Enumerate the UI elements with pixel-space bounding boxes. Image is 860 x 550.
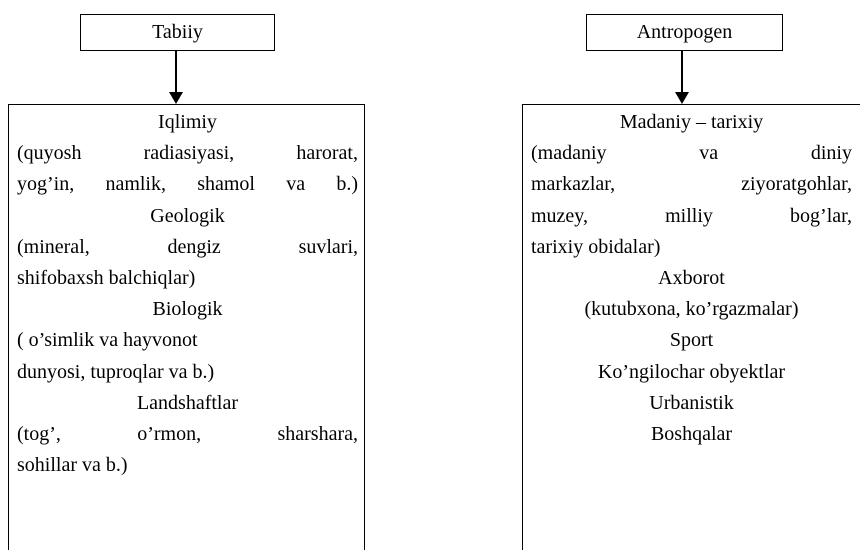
tabiiy-item-line: Iqlimiy <box>158 111 217 133</box>
tabiiy-header-label: Tabiiy <box>152 21 203 43</box>
tabiiy-item-word: va <box>286 173 306 196</box>
antropogen-item-word: muzey, <box>531 204 589 227</box>
antropogen-item-word: markazlar, <box>531 173 616 196</box>
tabiiy-item-word: harorat, <box>296 142 358 165</box>
tabiiy-item-line <box>17 419 358 450</box>
tabiiy-item-line: dunyosi, tuproqlar va b.) <box>17 360 215 383</box>
antropogen-item-line: Sport <box>669 329 714 352</box>
tabiiy-item-word: (tog’, <box>17 423 61 446</box>
tabiiy-item-word: yog’in, <box>17 173 75 196</box>
antropogen-item-line: tarixiy obidalar) <box>531 235 661 258</box>
tabiiy-item-line: Geologik <box>150 204 225 227</box>
tabiiy-item-line <box>17 169 358 200</box>
antropogen-header-label: Antropogen <box>636 21 733 43</box>
tabiiy-item-word: o’rmon, <box>137 423 202 446</box>
antropogen-header-box <box>586 14 783 51</box>
tabiiy-item-word: (mineral, <box>17 235 90 258</box>
tabiiy-item-word: sharshara, <box>277 423 358 446</box>
tabiiy-item-line <box>17 232 358 263</box>
tabiiy-item-word: (quyosh <box>17 142 82 165</box>
antropogen-item-line: Madaniy – tarixiy <box>619 111 764 133</box>
antropogen-content-box <box>522 104 860 550</box>
tabiiy-item-word: shamol <box>197 173 255 196</box>
antropogen-item-line: (kutubxona, ko’rgazmalar) <box>584 298 799 321</box>
antropogen-item-line <box>531 201 852 232</box>
antropogen-item-word: ziyoratgohlar, <box>741 173 852 196</box>
tabiiy-item-word: suvlari, <box>298 235 358 258</box>
antropogen-item-line <box>531 138 852 169</box>
antropogen-item-line <box>531 169 852 200</box>
antropogen-item-word: va <box>699 142 719 165</box>
antropogen-item-line: Urbanistik <box>649 391 734 414</box>
tabiiy-item-line: Landshaftlar <box>136 391 239 414</box>
tabiiy-header-box <box>80 14 275 51</box>
tabiiy-item-word: namlik, <box>105 173 166 196</box>
tabiiy-item-line <box>17 138 358 169</box>
antropogen-item-word: (madaniy <box>531 142 607 165</box>
antropogen-item-word: milliy <box>665 204 713 227</box>
tabiiy-item-line: ( o’simlik va hayvonot <box>17 329 198 352</box>
tabiiy-item-line: shifobaxsh balchiqlar) <box>17 267 196 290</box>
antropogen-item-word: bog’lar, <box>790 204 852 227</box>
tabiiy-item-word: radiasiyasi, <box>143 142 235 165</box>
antropogen-item-word: diniy <box>810 142 852 165</box>
tabiiy-item-word: b.) <box>336 173 358 196</box>
tabiiy-item-word: dengiz <box>167 235 221 258</box>
antropogen-item-line: Axborot <box>658 267 725 290</box>
antropogen-item-line: Ko’ngilochar obyektlar <box>597 360 786 383</box>
antropogen-arrow <box>675 51 689 104</box>
tabiiy-item-line: Biologik <box>152 298 223 321</box>
tabiiy-content-box <box>8 104 365 550</box>
tabiiy-item-line: sohillar va b.) <box>17 454 128 477</box>
antropogen-item-line: Boshqalar <box>650 423 733 446</box>
tabiiy-arrow <box>169 51 183 104</box>
